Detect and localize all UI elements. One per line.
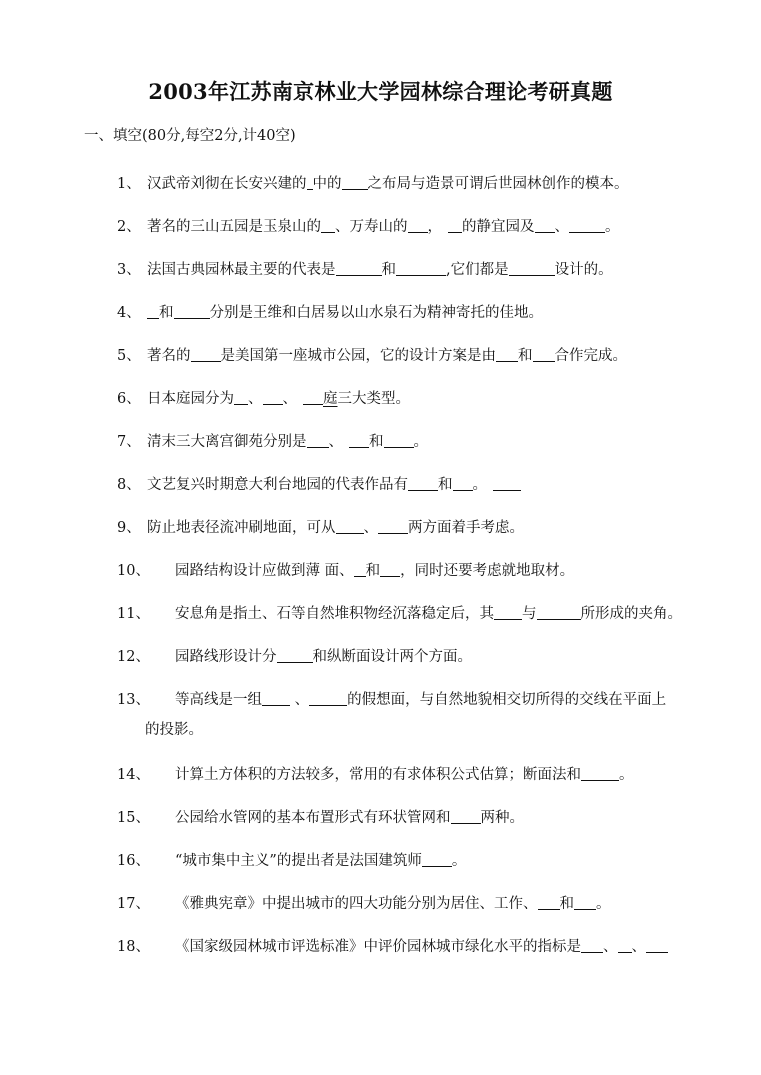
question-number: 9、 [117, 520, 141, 536]
answer-blank [408, 475, 438, 491]
question-number: 5、 [117, 348, 141, 364]
question-16: 16、 “城市集中主义”的提出者是法国建筑师 。 [117, 849, 466, 870]
answer-blank [234, 389, 248, 405]
answer-blank [574, 894, 596, 910]
question-18: 18、 《国家级园林城市评选标准》中评价园林城市绿化水平的指标是 、 、 [117, 935, 668, 956]
answer-blank [581, 937, 603, 953]
answer-blank [336, 260, 382, 276]
question-number: 1、 [117, 176, 141, 192]
answer-blank [277, 647, 313, 663]
question-1: 1、 汉武帝刘彻在长安兴建的 中的 之布局与造景可谓后世园林创作的模本。 [117, 172, 629, 193]
answer-blank [321, 217, 335, 233]
answer-blank [354, 561, 366, 577]
question-number: 3、 [117, 262, 141, 278]
answer-blank [262, 690, 290, 706]
answer-blank [384, 432, 414, 448]
answer-blank [538, 894, 560, 910]
question-10: 10、 园路结构设计应做到薄 面、 和 ，同时还要考虑就地取材。 [117, 559, 574, 580]
question-13: 13、 等高线是一组 、 的假想面，与自然地貌相交切所得的交线在平面上 [117, 688, 666, 709]
question-4: 4、 和 分别是王维和白居易以山水泉石为精神寄托的佳地。 [117, 301, 543, 322]
answer-blank [493, 475, 521, 491]
answer-blank [396, 260, 446, 276]
question-number: 4、 [117, 305, 141, 321]
answer-blank [646, 937, 668, 953]
answer-blank [307, 432, 329, 448]
question-8: 8、 文艺复兴时期意大利台地园的代表作品有 和 。 [117, 473, 521, 494]
question-number: 14、 [117, 767, 150, 783]
question-14: 14、 计算土方体积的方法较多，常用的有求体积公式估算；断面法和 。 [117, 763, 634, 784]
answer-blank [191, 346, 221, 362]
answer-blank [380, 561, 400, 577]
question-number: 13、 [117, 692, 150, 708]
question-5: 5、 著名的 是美国第一座城市公园，它的设计方案是由 和 合作完成。 [117, 344, 627, 365]
answer-blank [147, 303, 159, 319]
question-11: 11、 安息角是指土、石等自然堆积物经沉落稳定后，其 与 所形成的夹角。 [117, 602, 682, 623]
question-number: 15、 [117, 810, 150, 826]
answer-blank [342, 174, 368, 190]
answer-blank [349, 432, 369, 448]
question-17: 17、 《雅典宪章》中提出城市的四大功能分别为居住、工作、 和 。 [117, 892, 611, 913]
answer-blank [263, 389, 283, 405]
answer-blank [336, 518, 364, 534]
question-number: 8、 [117, 477, 141, 493]
answer-blank [581, 765, 619, 781]
answer-blank [509, 260, 555, 276]
answer-blank [408, 217, 428, 233]
answer-blank [533, 346, 555, 362]
question-7: 7、 清末三大离宫御苑分别是 、 和 。 [117, 430, 428, 451]
answer-blank [496, 346, 518, 362]
answer-blank [448, 217, 462, 233]
page-title: 2003年江苏南京林业大学园林综合理论考研真题 [148, 79, 613, 104]
question-3: 3、 法国古典园林最主要的代表是 和 ,它们都是 设计的。 [117, 258, 613, 279]
answer-blank [618, 937, 632, 953]
question-number: 7、 [117, 434, 141, 450]
question-number: 16、 [117, 853, 150, 869]
question-15: 15、 公园给水管网的基本布置形式有环状管网和 两种。 [117, 806, 524, 827]
question-number: 18、 [117, 939, 150, 955]
answer-blank [174, 303, 210, 319]
question-number: 17、 [117, 896, 150, 912]
answer-blank [494, 604, 522, 620]
question-number: 11、 [117, 606, 150, 622]
question-12: 12、 园路线形设计分 和纵断面设计两个方面。 [117, 645, 472, 666]
answer-blank [453, 475, 473, 491]
question-2: 2、 著名的三山五园是玉泉山的 、万寿山的 ， 的静宜园及 、 。 [117, 215, 620, 236]
question-6: 6、 日本庭园分为 、 、 庭三大类型。 [117, 387, 410, 408]
answer-blank [378, 518, 408, 534]
answer-blank [422, 851, 452, 867]
question-number: 10、 [117, 563, 150, 579]
answer-blank [569, 217, 605, 233]
question-9: 9、 防止地表径流冲刷地面，可从 、 两方面着手考虑。 [117, 516, 524, 537]
question-number: 12、 [117, 649, 150, 665]
question-13-continuation: 的投影。 [145, 722, 203, 738]
answer-blank [535, 217, 555, 233]
question-number: 6、 [117, 391, 141, 407]
answer-blank [303, 389, 323, 405]
answer-blank [451, 808, 481, 824]
answer-blank [309, 690, 347, 706]
section-heading: 一、填空(80分,每空2分,计40空) [84, 128, 296, 144]
question-number: 2、 [117, 219, 141, 235]
answer-blank [537, 604, 581, 620]
